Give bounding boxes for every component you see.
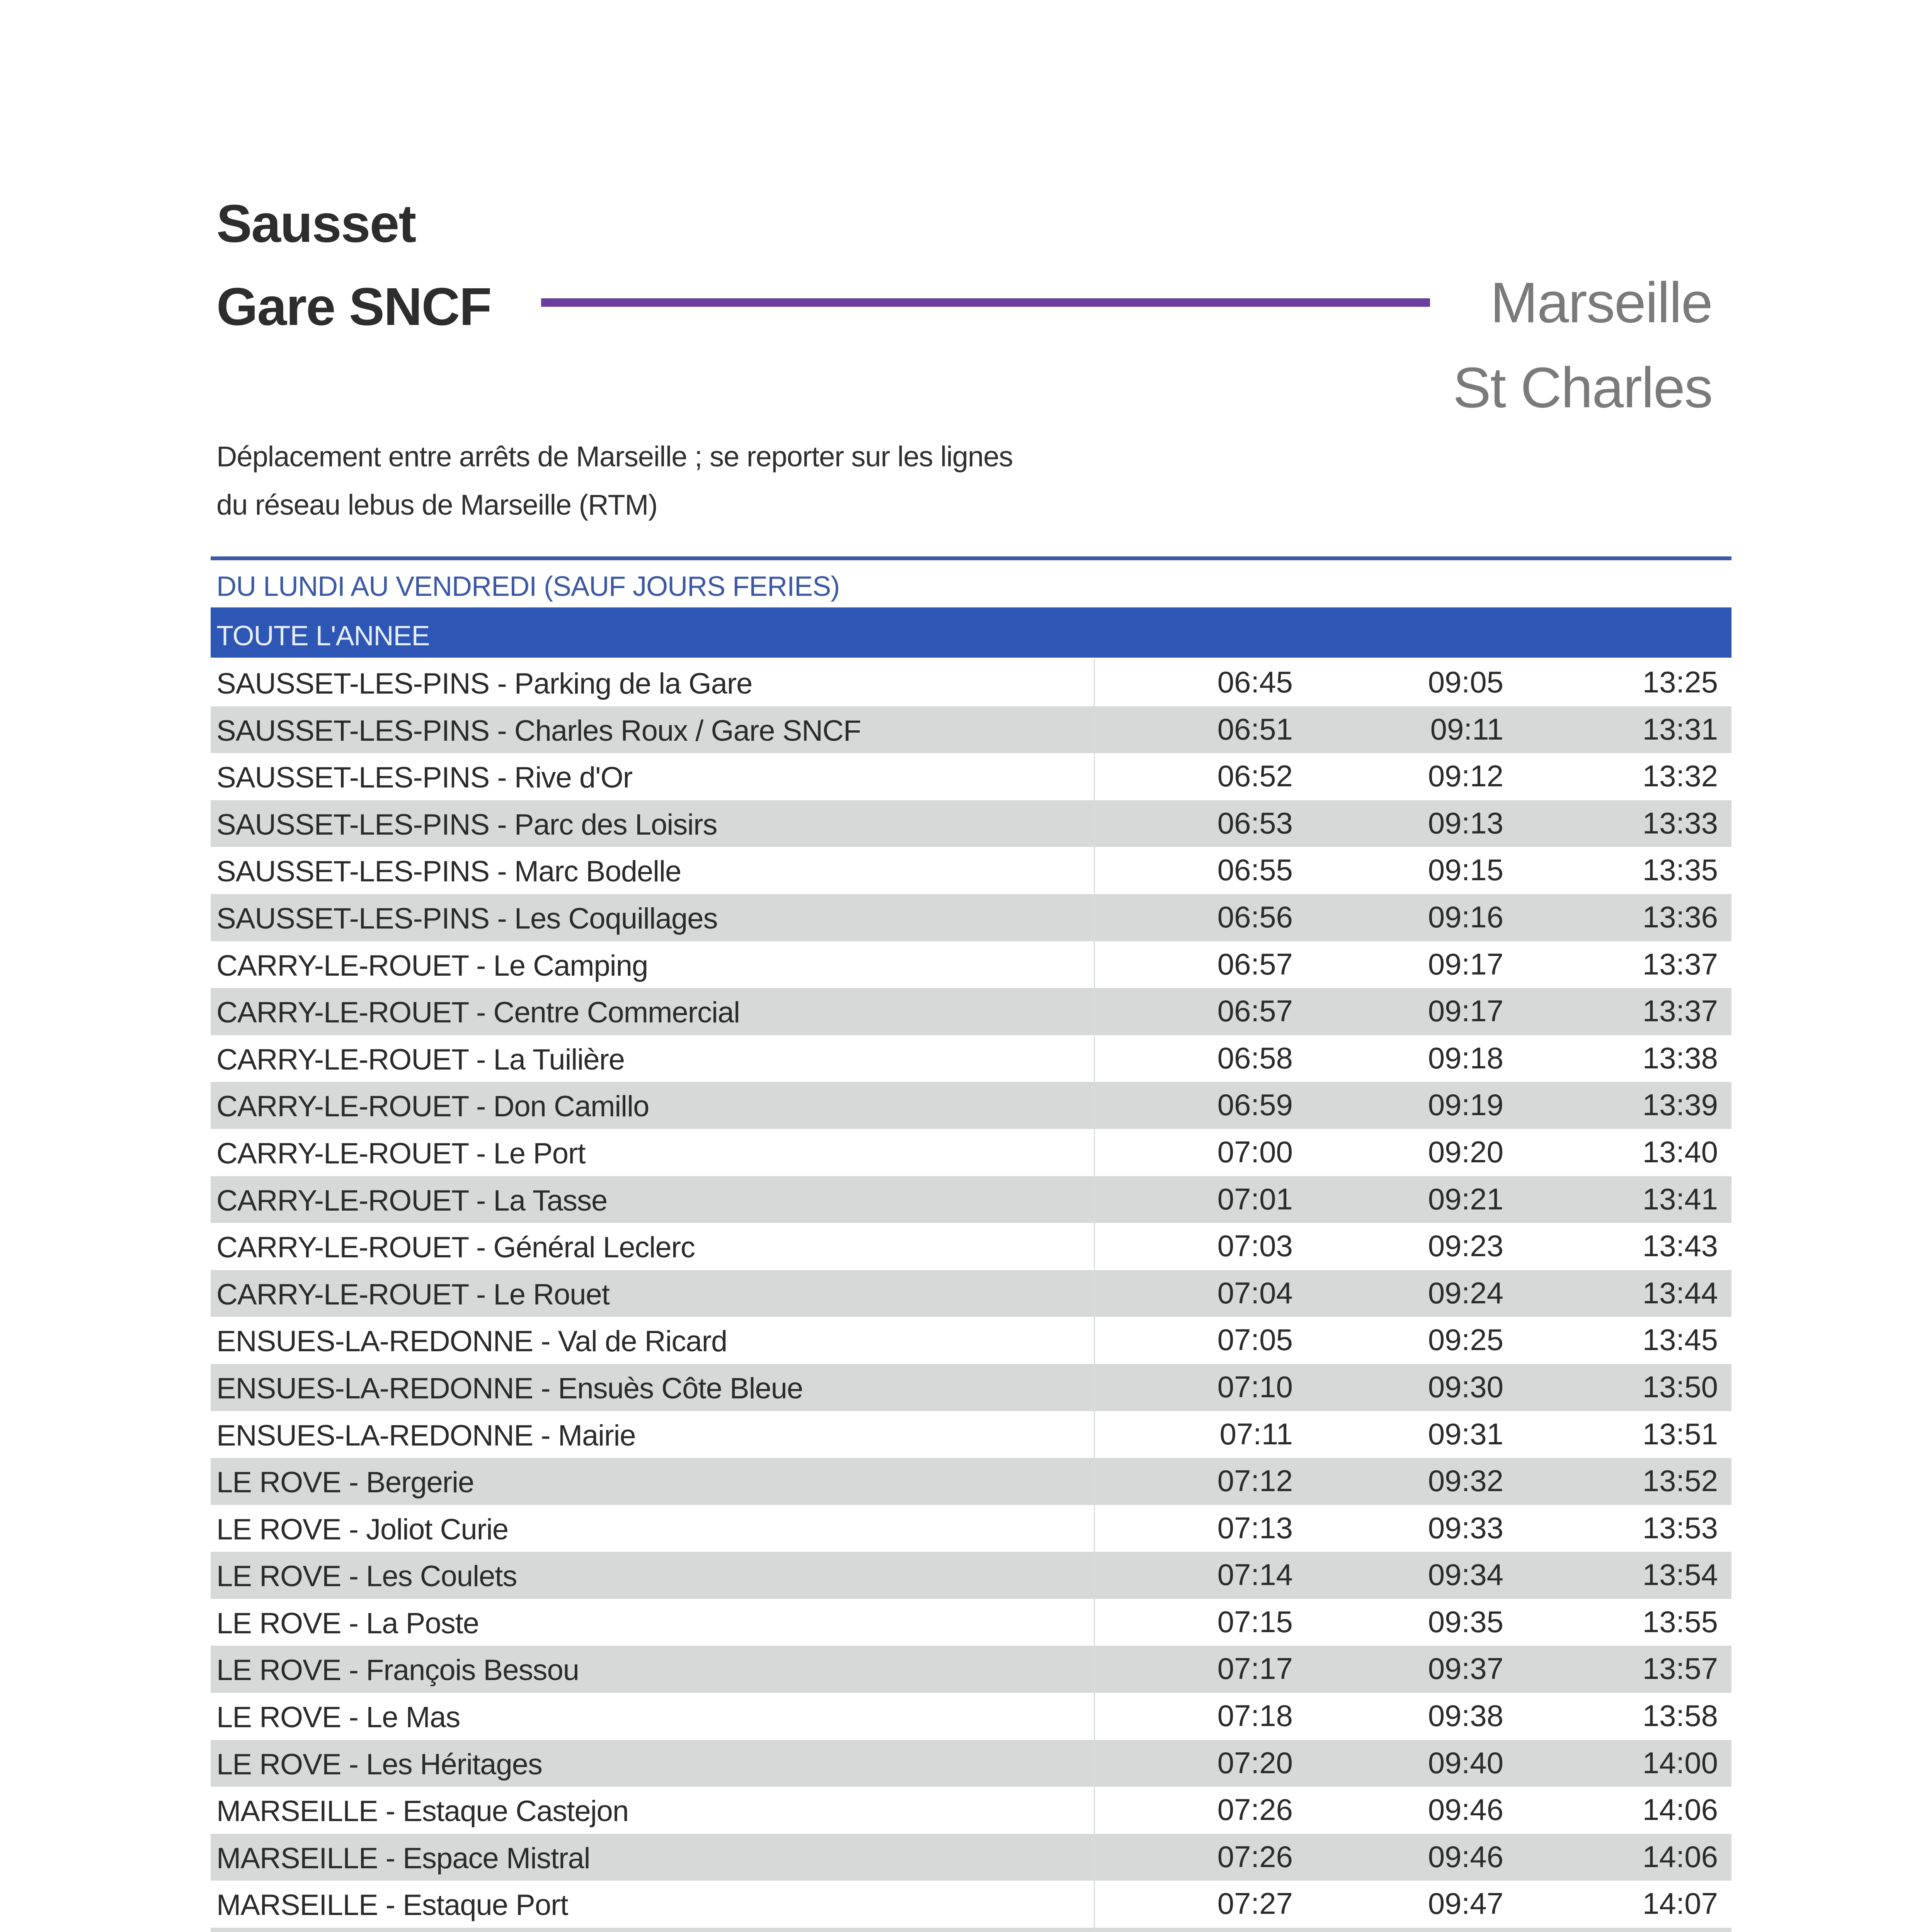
departure-time-1: 07:00 [1217, 1134, 1293, 1169]
departure-time-3: 13:31 [1642, 712, 1718, 746]
departure-time-3: 13:55 [1642, 1604, 1718, 1639]
departure-time-1: 06:53 [1217, 806, 1293, 840]
departure-time-1: 07:11 [1219, 1417, 1293, 1451]
departure-time-3: 13:51 [1642, 1417, 1718, 1451]
stop-name: ENSUES-LA-REDONNE - Val de Ricard [216, 1325, 727, 1358]
table-row [211, 1505, 1731, 1552]
table-row [211, 1270, 1731, 1317]
departure-time-3: 13:36 [1642, 900, 1718, 934]
departure-time-3: 13:25 [1642, 665, 1718, 699]
stop-name: MARSEILLE - Estaque Castejon [216, 1795, 629, 1828]
departure-time-2: 09:32 [1428, 1464, 1503, 1498]
departure-time-2: 09:46 [1428, 1793, 1503, 1827]
departure-time-3: 13:54 [1642, 1558, 1718, 1592]
departure-time-2: 09:18 [1428, 1041, 1503, 1075]
departure-time-1: 07:05 [1217, 1323, 1293, 1357]
departure-time-1: 07:03 [1217, 1229, 1293, 1263]
departure-time-1: 06:45 [1217, 665, 1293, 699]
departure-time-2: 09:31 [1428, 1417, 1503, 1451]
departure-time-2: 09:25 [1428, 1323, 1503, 1357]
table-row [211, 894, 1731, 941]
season-header-bar [211, 607, 1731, 658]
stop-name: CARRY-LE-ROUET - Don Camillo [216, 1090, 649, 1123]
table-row [211, 659, 1731, 706]
departure-time-2: 09:17 [1428, 994, 1503, 1028]
table-row [211, 1129, 1731, 1176]
departure-time-2: 09:17 [1428, 947, 1503, 981]
stop-name: CARRY-LE-ROUET - La Tuilière [216, 1043, 625, 1076]
departure-time-2: 09:47 [1428, 1886, 1503, 1921]
departure-time-1: 07:04 [1217, 1276, 1293, 1310]
departure-time-3: 13:32 [1642, 759, 1718, 793]
departure-time-1: 06:52 [1217, 759, 1293, 793]
destination-title-line2: St Charles [1453, 356, 1712, 420]
stop-name: SAUSSET-LES-PINS - Parc des Loisirs [216, 808, 717, 841]
stop-name: LE ROVE - Joliot Curie [216, 1513, 509, 1546]
table-row [211, 1035, 1731, 1082]
departure-time-1: 07:10 [1217, 1369, 1293, 1404]
departure-time-1: 07:15 [1217, 1604, 1293, 1639]
departure-time-3: 13:53 [1642, 1510, 1718, 1545]
stop-name: CARRY-LE-ROUET - Le Camping [216, 949, 648, 982]
departure-time-2: 09:05 [1428, 665, 1503, 699]
departure-time-1: 06:55 [1217, 853, 1293, 887]
departure-time-2: 09:19 [1428, 1088, 1503, 1122]
table-row [211, 706, 1731, 753]
column-divider [1094, 659, 1095, 1932]
stop-name: CARRY-LE-ROUET - Le Port [216, 1137, 586, 1170]
departure-time-3: 14:06 [1642, 1839, 1718, 1874]
stop-name: CARRY-LE-ROUET - Centre Commercial [216, 996, 740, 1029]
departure-time-3: 13:43 [1642, 1229, 1718, 1263]
departure-time-2: 09:35 [1428, 1604, 1503, 1639]
stop-name: CARRY-LE-ROUET - La Tasse [216, 1184, 608, 1217]
stop-name: LE ROVE - Le Mas [216, 1701, 460, 1734]
departure-time-2: 09:37 [1428, 1651, 1503, 1686]
table-row [211, 1176, 1731, 1223]
table-row [211, 1928, 1731, 1932]
stop-name: CARRY-LE-ROUET - Le Rouet [216, 1278, 609, 1311]
departure-time-2: 09:23 [1428, 1229, 1503, 1263]
departure-time-3: 13:33 [1642, 806, 1718, 840]
stop-name: LE ROVE - Bergerie [216, 1466, 474, 1499]
season-label: TOUTE L'ANNEE [216, 621, 430, 651]
departure-time-1: 07:01 [1217, 1182, 1293, 1216]
description-line2: du réseau lebus de Marseille (RTM) [216, 489, 657, 521]
table-row [211, 1881, 1731, 1928]
table-row [211, 988, 1731, 1035]
table-row [211, 1787, 1731, 1834]
stop-name: MARSEILLE - Espace Mistral [216, 1842, 590, 1875]
departure-time-3: 14:00 [1642, 1745, 1718, 1780]
stop-name: SAUSSET-LES-PINS - Les Coquillages [216, 902, 718, 935]
departure-time-1: 07:26 [1217, 1839, 1293, 1874]
table-row [211, 941, 1731, 988]
departure-time-1: 06:59 [1217, 1088, 1293, 1122]
departure-time-1: 07:17 [1217, 1651, 1293, 1686]
departure-time-1: 07:27 [1217, 1886, 1293, 1921]
stop-name: LE ROVE - Les Héritages [216, 1748, 542, 1781]
departure-time-1: 07:13 [1217, 1510, 1293, 1545]
departure-time-3: 13:58 [1642, 1699, 1718, 1733]
table-row [211, 1740, 1731, 1787]
stop-name: LE ROVE - Les Coulets [216, 1560, 517, 1593]
table-row [211, 1834, 1731, 1881]
departure-time-2: 09:30 [1428, 1369, 1503, 1404]
stop-name: ENSUES-LA-REDONNE - Mairie [216, 1419, 636, 1452]
departure-time-1: 06:57 [1217, 994, 1293, 1028]
departure-time-3: 13:37 [1642, 947, 1718, 981]
table-row [211, 753, 1731, 800]
departure-time-1: 07:12 [1217, 1464, 1293, 1498]
table-row [211, 847, 1731, 894]
departure-time-2: 09:34 [1428, 1558, 1503, 1592]
table-row [211, 1693, 1731, 1740]
departure-time-2: 09:21 [1428, 1182, 1503, 1216]
departure-time-1: 06:57 [1217, 947, 1293, 981]
departure-time-1: 07:20 [1217, 1745, 1293, 1780]
table-row [211, 1552, 1731, 1599]
table-row [211, 800, 1731, 847]
period-label: DU LUNDI AU VENDREDI (SAUF JOURS FERIES) [216, 571, 840, 602]
departure-time-2: 09:24 [1428, 1276, 1503, 1310]
departure-time-1: 07:18 [1217, 1699, 1293, 1733]
departure-time-1: 06:56 [1217, 900, 1293, 934]
departure-time-3: 13:38 [1642, 1041, 1718, 1075]
table-row [211, 1317, 1731, 1364]
departure-time-3: 13:57 [1642, 1651, 1718, 1686]
departure-time-3: 13:52 [1642, 1464, 1718, 1498]
stop-name: LE ROVE - François Bessou [216, 1654, 579, 1687]
departure-time-2: 09:11 [1430, 712, 1503, 746]
stop-name: MARSEILLE - Estaque Port [216, 1889, 568, 1922]
departure-time-3: 13:37 [1642, 994, 1718, 1028]
departure-time-2: 09:13 [1428, 806, 1503, 840]
departure-time-2: 09:12 [1428, 759, 1503, 793]
departure-time-3: 13:45 [1642, 1323, 1718, 1357]
stop-name: ENSUES-LA-REDONNE - Ensuès Côte Bleue [216, 1372, 803, 1405]
departure-time-3: 13:35 [1642, 853, 1718, 887]
departure-time-3: 14:07 [1642, 1886, 1718, 1921]
departure-time-2: 09:40 [1428, 1745, 1503, 1780]
departure-time-3: 13:41 [1642, 1182, 1718, 1216]
departure-time-1: 06:58 [1217, 1041, 1293, 1075]
route-line [541, 298, 1430, 307]
departure-time-1: 06:51 [1217, 712, 1293, 746]
destination-title-line1: Marseille [1490, 271, 1712, 335]
table-row [211, 1082, 1731, 1129]
departure-time-1: 07:26 [1217, 1793, 1293, 1827]
table-row [211, 1599, 1731, 1646]
departure-time-3: 13:39 [1642, 1088, 1718, 1122]
table-row [211, 1223, 1731, 1270]
table-top-rule [211, 556, 1731, 560]
departure-time-3: 13:40 [1642, 1134, 1718, 1169]
stop-name: SAUSSET-LES-PINS - Charles Roux / Gare SNCF [216, 714, 861, 747]
timetable [211, 659, 1731, 1932]
departure-time-3: 13:50 [1642, 1369, 1718, 1404]
departure-time-3: 14:06 [1642, 1793, 1718, 1827]
departure-time-2: 09:38 [1428, 1699, 1503, 1733]
departure-time-1: 07:14 [1217, 1558, 1293, 1592]
departure-time-2: 09:46 [1428, 1839, 1503, 1874]
table-row [211, 1458, 1731, 1505]
stop-name: LE ROVE - La Poste [216, 1607, 479, 1640]
table-row [211, 1411, 1731, 1458]
departure-time-3: 13:44 [1642, 1276, 1718, 1310]
description-line1: Déplacement entre arrêts de Marseille ; se reporter sur les lignes [216, 440, 1013, 473]
departure-time-2: 09:16 [1428, 900, 1503, 934]
stop-name: SAUSSET-LES-PINS - Marc Bodelle [216, 855, 681, 888]
table-row [211, 1364, 1731, 1411]
stop-name: CARRY-LE-ROUET - Général Leclerc [216, 1231, 695, 1264]
departure-time-2: 09:15 [1428, 853, 1503, 887]
origin-title-line2: Gare SNCF [216, 277, 491, 337]
departure-time-2: 09:33 [1428, 1510, 1503, 1545]
table-row [211, 1646, 1731, 1693]
departure-time-2: 09:20 [1428, 1134, 1503, 1169]
stop-name: SAUSSET-LES-PINS - Rive d'Or [216, 761, 633, 794]
origin-title-line1: Sausset [216, 194, 416, 253]
stop-name: SAUSSET-LES-PINS - Parking de la Gare [216, 667, 752, 700]
